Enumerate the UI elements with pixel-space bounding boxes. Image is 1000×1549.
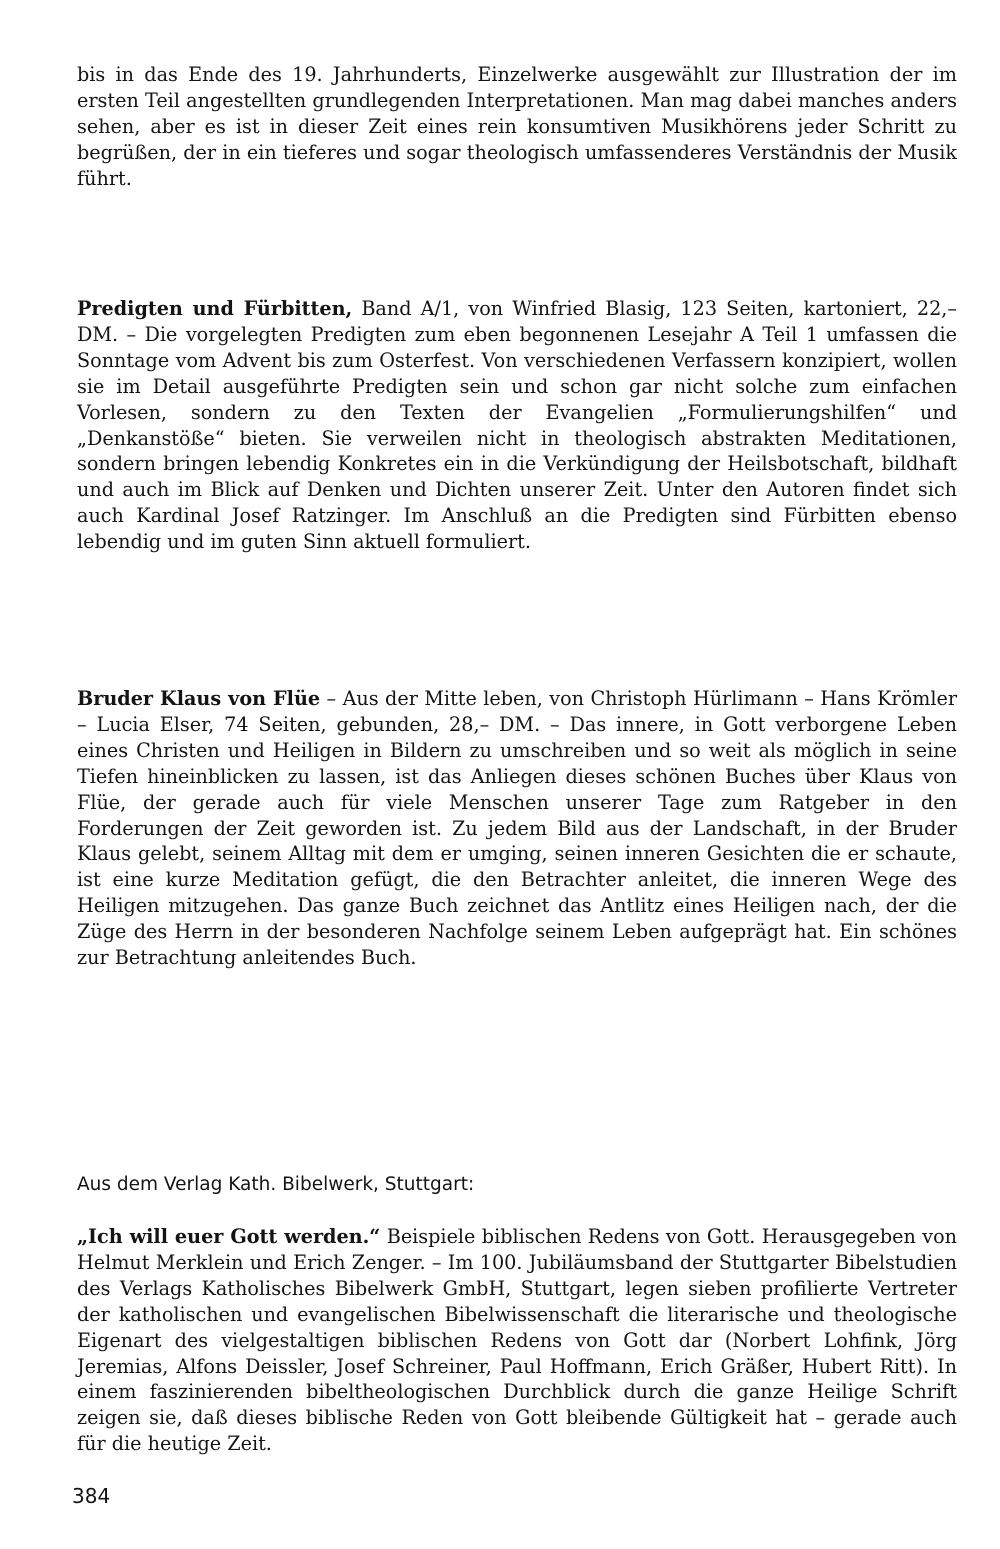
review-paragraph [77,686,957,971]
review-predigten-und-fuerbitten [77,296,957,555]
review-paragraph [77,1224,957,1457]
intro-section [77,62,957,192]
review-title: Bruder Klaus von Flüe [77,687,321,710]
review-title: Predigten und Fürbitten, [77,297,353,320]
review-paragraph [77,296,957,555]
page-number: 384 [72,1484,111,1508]
review-bruder-klaus-von-fluee [77,686,957,971]
publisher-heading-section [77,1172,957,1198]
review-body: Beispiele biblischen Redens von Gott. Herausgegeben von Helmut Merklein und Erich Zenger. – Im 100. Jubiläumsband der Stuttgarter Bibelstudien des Verlags Katholisches Bibelwerk GmbH, Stuttgart, legen sieben profilierte Vertreter der katholischen und evangelischen Bibelwissenschaft die literarische und theologische Eigenart des vielgestaltigen biblischen Redens von Gott dar (Norbert Lohfink, Jörg Jeremias, Alfons Deissler, Josef Schreiner, Paul Hoffmann, Erich Gräßer, Hubert Ritt). In einem faszinierenden bibeltheologischen Durchblick durch die ganze Heilige Schrift zeigen sie, daß dieses biblische Reden von Gott bleibende Gültigkeit hat – gerade auch für die heutige Zeit. [77,1225,957,1456]
publisher-heading: Aus dem Verlag Kath. Bibelwerk, Stuttgart: [77,1174,475,1195]
review-body: – Aus der Mitte leben, von Christoph Hürlimann – Hans Krömler – Lucia Elser, 74 Seiten, gebunden, 28,– DM. – Das innere, in Gott verborgene Leben eines Christen und Heiligen in Bildern zu umschreiben und so weit als möglich in seine Tiefen hineinblicken zu lassen, ist das Anliegen dieses schönen Buches über Klaus von Flüe, der gerade auch für viele Menschen unserer Tage zum Ratgeber in den Forderungen der Zeit geworden ist. Zu jedem Bild aus der Landschaft, in der Bruder Klaus gelebt, seinem Alltag mit dem er umging, seinen inneren Gesichten die er schaute, ist eine kurze Meditation gefügt, die den Betrachter anleitet, die inneren Wege des Heiligen mitzugehen. Das ganze Buch zeichnet das Antlitz eines Heiligen nach, der die Züge des Herrn in der besonderen Nachfolge seinem Leben aufgeprägt hat. Ein schönes zur Betrachtung anleitendes Buch. [77,687,957,970]
review-ich-will-euer-gott-werden [77,1224,957,1457]
review-title: „Ich will euer Gott werden.“ [77,1225,381,1248]
intro-paragraph: bis in das Ende des 19. Jahrhunderts, Einzelwerke ausgewählt zur Illustration der im ersten Teil angestellten grundlegenden Interpretationen. Man mag dabei manches anders sehen, aber es ist in dieser Zeit eines rein konsumtiven Musikhörens jeder Schritt zu begrüßen, der in ein tieferes und sogar theologisch umfassenderes Verständnis der Musik führt. [77,63,957,190]
review-body: Band A/1, von Winfried Blasig, 123 Seiten, kartoniert, 22,– DM. – Die vorgelegten Predigten zum eben begonnenen Lesejahr A Teil 1 umfassen die Sonntage vom Advent bis zum Osterfest. Von verschiedenen Verfassern konzipiert, wollen sie im Detail ausgeführte Predigten sein und schon gar nicht solche zum einfachen Vorlesen, sondern zu den Texten der Evangelien „Formulierungshilfen“ und „Denkanstöße“ bieten. Sie verweilen nicht in theologisch abstrakten Meditationen, sondern bringen lebendig Konkretes ein in die Verkündigung der Heilsbotschaft, bildhaft und auch im Blick auf Denken und Dichten unserer Zeit. Unter den Autoren findet sich auch Kardinal Josef Ratzinger. Im Anschluß an die Predigten sind Fürbitten ebenso lebendig und im guten Sinn aktuell formuliert. [77,297,957,554]
